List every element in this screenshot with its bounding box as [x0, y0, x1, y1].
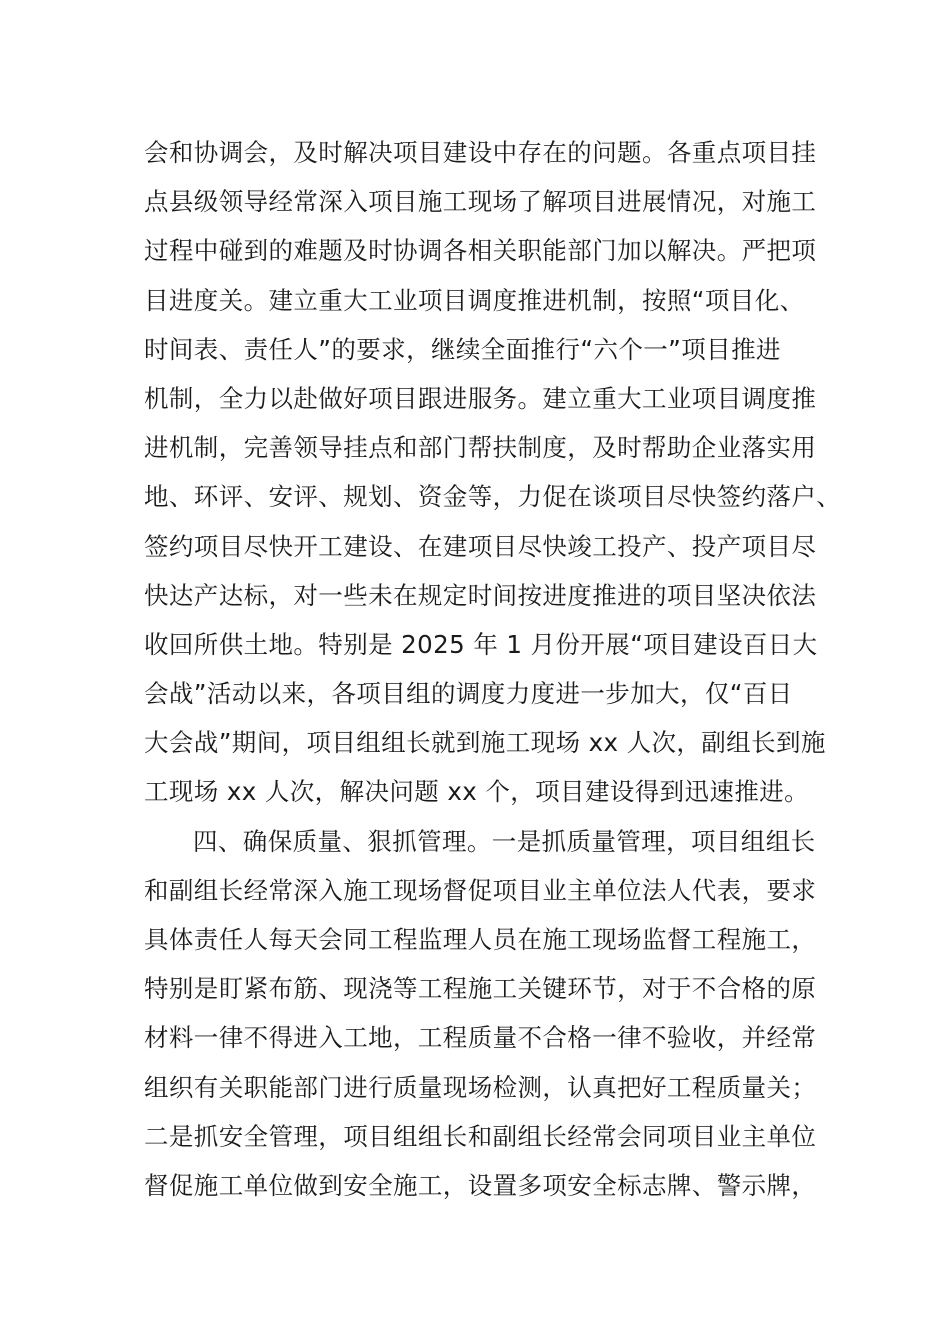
text-line: 大会战”期间，项目组组长就到施工现场 xx 人次，副组长到施 [144, 728, 826, 758]
text-line: 地、环评、安评、规划、资金等，力促在谈项目尽快签约落户、 [144, 482, 842, 512]
text-line: 点县级领导经常深入项目施工现场了解项目进展情况，对施工 [144, 187, 817, 217]
text-line: 收回所供土地。特别是 2025 年 1 月份开展“项目建设百日大 [144, 629, 818, 659]
text-line: 目进度关。建立重大工业项目调度推进机制，按照“项目化、 [144, 285, 805, 315]
text-line: 特别是盯紧布筋、现浇等工程施工关键环节，对于不合格的原 [144, 974, 817, 1004]
text-line: 快达产达标，对一些未在规定时间按进度推进的项目坚决依法 [144, 580, 817, 610]
text-line: 签约项目尽快开工建设、在建项目尽快竣工投产、投产项目尽 [144, 531, 817, 561]
text-line: 具体责任人每天会同工程监理人员在施工现场监督工程施工， [144, 925, 817, 954]
text-line: 会战”活动以来，各项目组的调度力度进一步加大，仅“百日 [144, 679, 793, 709]
text-line: 材料一律不得进入工地，工程质量不合格一律不验收，并经常 [144, 1023, 817, 1053]
text-line: 督促施工单位做到安全施工，设置多项安全标志牌、警示牌， [144, 1170, 817, 1200]
text-line: 时间表、责任人”的要求，继续全面推行“六个一”项目推进 [144, 334, 781, 364]
text-line: 组织有关职能部门进行质量现场检测，认真把好工程质量关； [144, 1072, 817, 1102]
paragraph-start-line: 四、确保质量、狠抓管理。一是抓质量管理，项目组组长 [193, 826, 816, 856]
text-line: 机制，全力以赴做好项目跟进服务。建立重大工业项目调度推 [144, 383, 817, 413]
text-line: 会和协调会，及时解决项目建设中存在的问题。各重点项目挂 [144, 138, 817, 167]
text-line: 二是抓安全管理，项目组组长和副组长经常会同项目业主单位 [144, 1121, 817, 1151]
text-line: 过程中碰到的难题及时协调各相关职能部门加以解决。严把项 [144, 236, 817, 266]
text-line: 工现场 xx 人次，解决问题 xx 个，项目建设得到迅速推进。 [144, 777, 810, 807]
text-line: 和副组长经常深入施工现场督促项目业主单位法人代表，要求 [144, 875, 817, 905]
text-line: 进机制，完善领导挂点和部门帮扶制度，及时帮助企业落实用 [144, 433, 817, 463]
document-body [144, 128, 842, 1210]
